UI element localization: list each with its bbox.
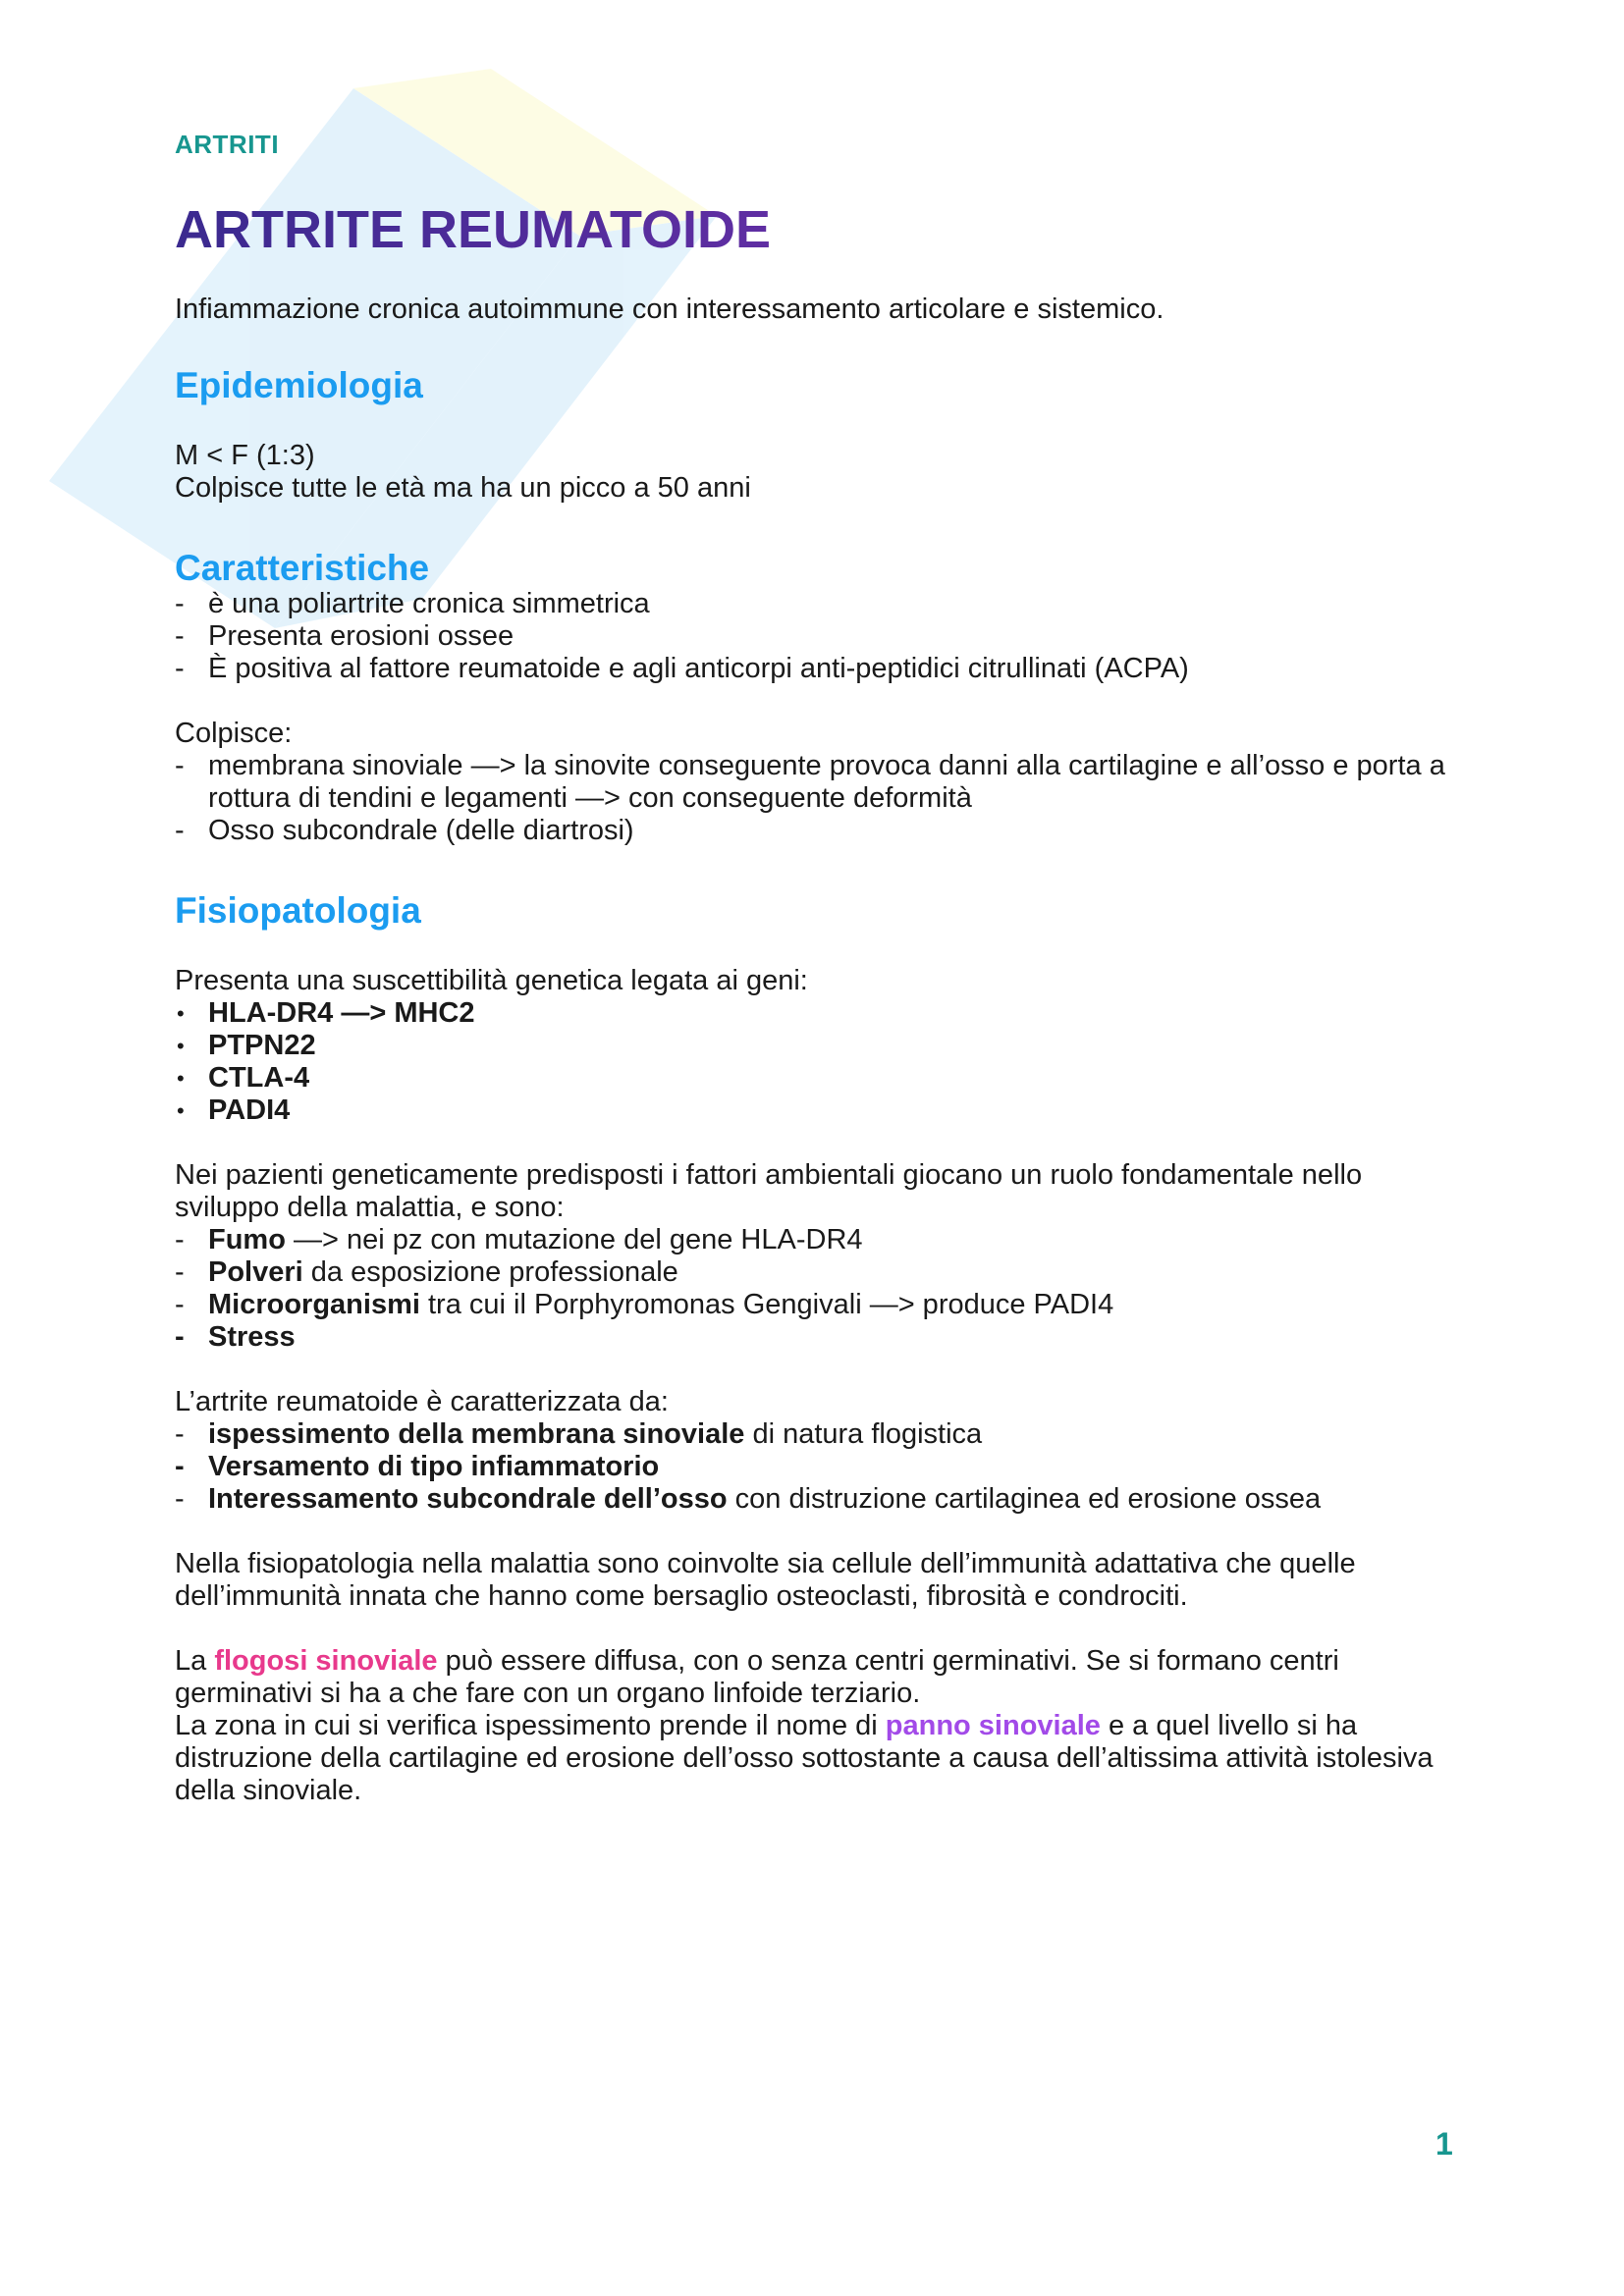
colpisce-label: Colpisce:: [175, 718, 293, 750]
list-item: - Fumo —> nei pz con mutazione del gene HLA-DR4: [175, 1224, 863, 1256]
list-item: - è una poliartrite cronica simmetrica: [175, 588, 650, 620]
dash-marker: -: [175, 653, 185, 685]
list-item: - ispessimento della membrana sinoviale di natura flogistica: [175, 1418, 983, 1451]
document-page: [175, 116, 1451, 1807]
heading-epidemiologia: Epidemiologia: [175, 365, 423, 405]
gene-item: • PADI4: [177, 1095, 291, 1127]
list-item: - Microorganismi tra cui il Porphyromonas Gengivali —> produce PADI4: [175, 1289, 1114, 1321]
list-item: - Presenta erosioni ossee: [175, 620, 514, 653]
char-list: [175, 1418, 1451, 1516]
bullet-marker: •: [177, 1066, 185, 1092]
page-number: 1: [1435, 2126, 1453, 2162]
section-label: ARTRITI: [175, 130, 280, 159]
env-factors-list: [175, 1224, 1451, 1354]
dash-marker: -: [175, 1321, 185, 1354]
epidemiologia-line: Colpisce tutte le età ma ha un picco a 50 anni: [175, 471, 751, 504]
panno-paragraph: La zona in cui si verifica ispessimento prende il nome di panno sinoviale e a quel livello si ha distruzione della cartilagine ed erosione dell’osso sottostante a causa dell’altissima attività istolesiva della sinoviale.: [175, 1710, 1434, 1807]
list-item: - Polveri da esposizione professionale: [175, 1256, 678, 1289]
char-intro: L’artrite reumatoide è caratterizzata da:: [175, 1386, 669, 1418]
bullet-marker: •: [177, 1001, 185, 1027]
bullet-marker: •: [177, 1098, 185, 1124]
gene-item: • CTLA-4: [177, 1062, 310, 1095]
dash-marker: -: [175, 1418, 185, 1451]
dash-marker: -: [175, 620, 185, 653]
document-title: ARTRITE REUMATOIDE: [175, 203, 1451, 256]
gene-item: • HLA-DR4 —> MHC2: [177, 997, 475, 1030]
intro-paragraph: Infiammazione cronica autoimmune con interessamento articolare e sistemico.: [175, 294, 1164, 325]
list-item: - Stress: [175, 1321, 296, 1354]
list-item: - Osso subcondrale (delle diartrosi): [175, 815, 634, 847]
list-item: - Versamento di tipo infiammatorio: [175, 1451, 660, 1483]
caratteristiche-list: [175, 588, 1451, 685]
dash-marker: -: [175, 1289, 185, 1321]
list-item: - È positiva al fattore reumatoide e agli anticorpi anti-peptidici citrullinati (ACPA): [175, 653, 1189, 685]
epidemiologia-block: [175, 440, 1451, 505]
bullet-marker: •: [177, 1034, 185, 1059]
dash-marker: -: [175, 1451, 185, 1483]
env-intro: Nei pazienti geneticamente predisposti i fattori ambientali giocano un ruolo fondamentale nello sviluppo della malattia, e sono:: [175, 1159, 1363, 1224]
genes-list: [175, 997, 1451, 1127]
list-item: - Interessamento subcondrale dell’osso con distruzione cartilaginea ed erosione ossea: [175, 1483, 1322, 1516]
flogosi-highlight: flogosi sinoviale: [214, 1645, 438, 1678]
heading-fisiopatologia: Fisiopatologia: [175, 890, 421, 932]
panno-highlight: panno sinoviale: [885, 1710, 1101, 1742]
dash-marker: -: [175, 750, 185, 782]
epidemiologia-line: M < F (1:3): [175, 439, 315, 471]
dash-marker: -: [175, 1483, 185, 1516]
heading-caratteristiche: Caratteristiche: [175, 547, 430, 588]
immunity-paragraph: Nella fisiopatologia nella malattia sono coinvolte sia cellule dell’immunità adattativa che quelle dell’immunità innata che hanno come bersaglio osteoclasti, fibrosità e condrociti.: [175, 1548, 1356, 1613]
list-item: - membrana sinoviale —> la sinovite conseguente provoca danni alla cartilagine e all’osso e porta a rottura di tendini e legamenti —> con conseguente deformità: [175, 750, 1445, 815]
dash-marker: -: [175, 1224, 185, 1256]
dash-marker: -: [175, 588, 185, 620]
dash-marker: -: [175, 815, 185, 847]
gene-item: • PTPN22: [177, 1030, 316, 1062]
genes-intro: Presenta una suscettibilità genetica legata ai geni:: [175, 965, 808, 997]
dash-marker: -: [175, 1256, 185, 1289]
colpisce-list: [175, 750, 1451, 847]
flogosi-paragraph: La flogosi sinoviale può essere diffusa, con o senza centri germinativi. Se si formano centri germinativi si ha a che fare con un organo linfoide terziario.: [175, 1645, 1339, 1710]
